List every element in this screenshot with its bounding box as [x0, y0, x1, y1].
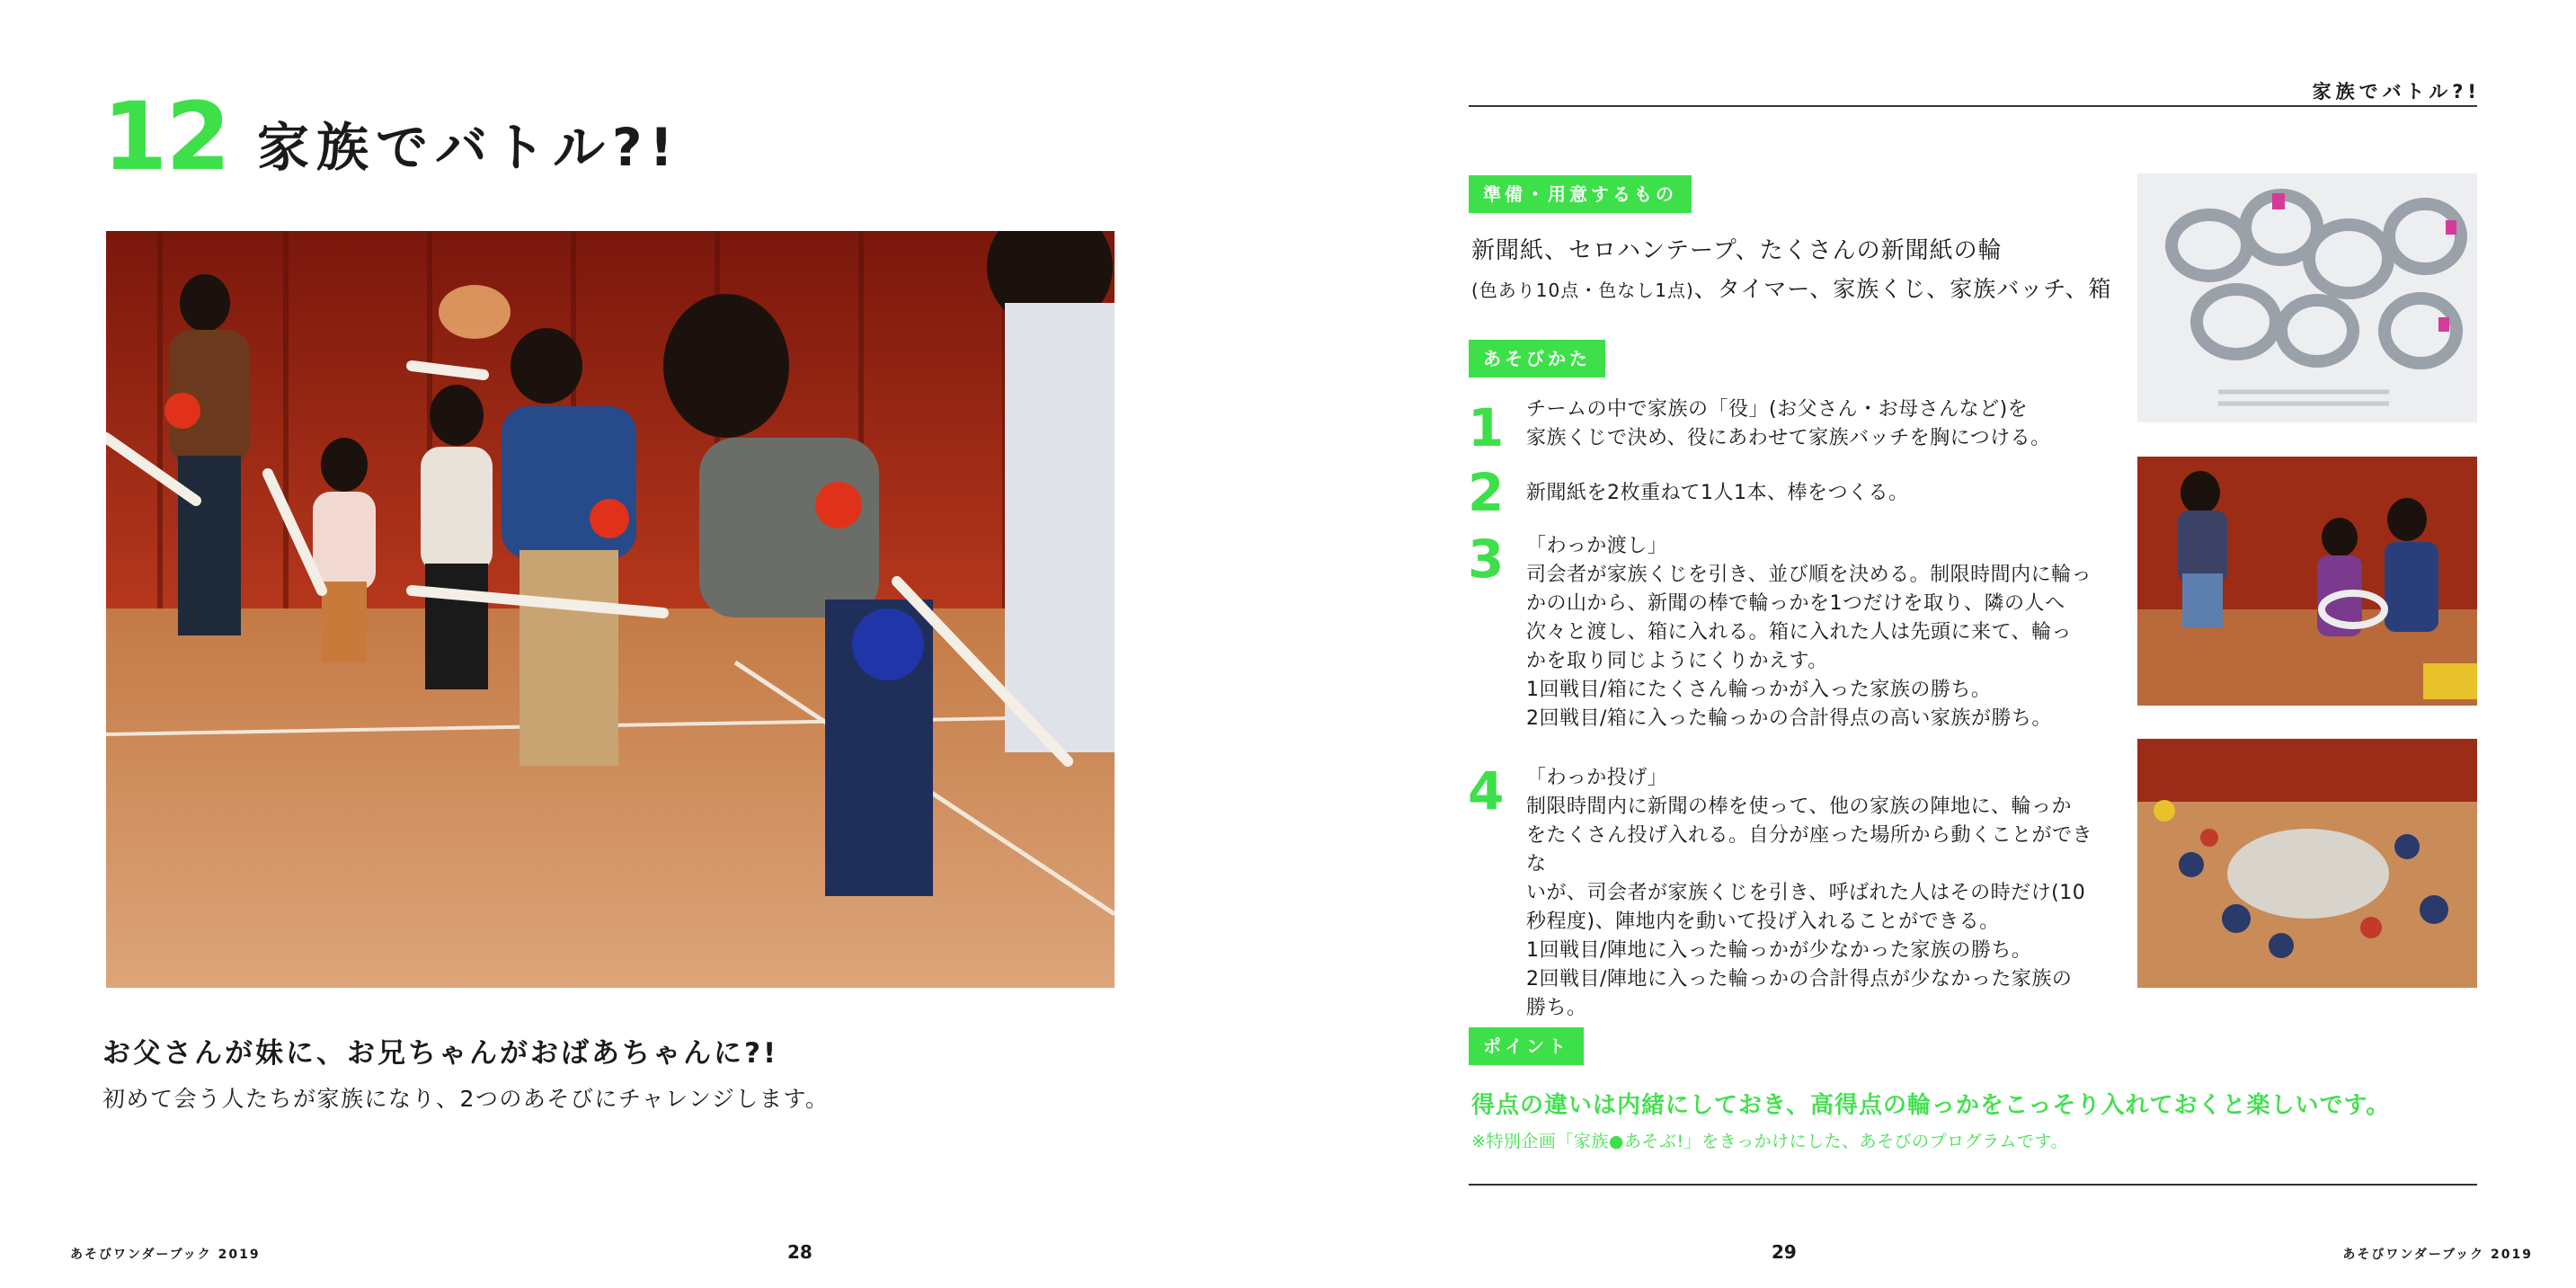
step-3-line: 司会者が家族くじを引き、並び順を決める。制限時間内に輪っ — [1526, 564, 2092, 586]
prep-tag: 準備・用意するもの — [1469, 175, 1692, 213]
page-number-right: 29 — [1772, 1241, 1797, 1263]
step-4-line: 制限時間内に新聞の棒を使って、他の家族の陣地に、輪っか — [1526, 795, 2073, 818]
step-3-line: かの山から、新聞の棒で輪っかを1つだけを取り、隣の人へ — [1526, 592, 2065, 615]
step-3-line: 「わっか渡し」 — [1526, 535, 1668, 557]
throwing-game-image — [2137, 739, 2477, 988]
step-4-text — [1526, 764, 2092, 1023]
prep-materials-line2 — [1471, 271, 2112, 304]
page-number-left: 28 — [787, 1241, 813, 1263]
family-battle-photo — [106, 231, 1115, 988]
step-4-line: 秒程度)、陣地内を動いて投げ入れることができる。 — [1526, 910, 2000, 933]
book-title-left: あそびワンダーブック 2019 — [70, 1248, 261, 1262]
newspaper-rings-image — [2137, 173, 2477, 422]
step-4-line: 1回戦目/陣地に入った輪っかが少なかった家族の勝ち。 — [1526, 939, 2032, 962]
step-2-number: 2 — [1468, 462, 1505, 523]
step-3-line: かを取り同じようにくりかえす。 — [1526, 650, 1828, 672]
step-2-text — [1526, 479, 2092, 508]
step-4-line: いが、司会者が家族くじを引き、呼ばれた人はその時だけ(10 — [1526, 882, 2086, 904]
step-3-line: 1回戦目/箱にたくさん輪っかが入った家族の勝ち。 — [1526, 679, 1992, 701]
step-3-line: 次々と渡し、箱に入れる。箱に入れた人は先頭に来て、輪っ — [1526, 621, 2073, 644]
footer-rule — [1469, 1184, 2477, 1186]
prep-materials-note: (色あり10点・色なし1点) — [1471, 280, 1694, 301]
step-3-line: 2回戦目/箱に入った輪っかの合計得点の高い家族が勝ち。 — [1526, 707, 2052, 730]
subhead: お父さんが妹に、お兄ちゃんがおばあちゃんに?! — [102, 1037, 779, 1070]
point-text: 得点の違いは内緒にしておき、高得点の輪っかをこっそり入れておくと楽しいです。 — [1471, 1092, 2391, 1119]
step-1-text — [1526, 395, 2092, 453]
step-4-number: 4 — [1468, 760, 1505, 822]
header-rule — [1469, 105, 2477, 107]
passing-game-photo — [2137, 457, 2477, 706]
step-4-line: をたくさん投げ入れる。自分が座った場所から動くことができな — [1526, 824, 2093, 875]
main-photo — [106, 231, 1115, 988]
running-title: 家族でバトル?! — [2312, 81, 2481, 102]
throwing-game-photo — [2137, 739, 2477, 988]
book-title-right: あそびワンダーブック 2019 — [2342, 1248, 2533, 1262]
step-4-line: 2回戦目/陣地に入った輪っかの合計得点が少なかった家族の — [1526, 968, 2073, 990]
newspaper-rings-photo — [2137, 173, 2477, 422]
page-title: 家族でバトル?! — [257, 117, 680, 178]
lead-text: 初めて会う人たちが家族になり、2つのあそびにチャレンジします。 — [102, 1086, 830, 1112]
prep-materials-line1: 新聞紙、セロハンテープ、たくさんの新聞紙の輪 — [1471, 237, 2003, 264]
step-2-line: 新聞紙を2枚重ねて1人1本、棒をつくる。 — [1526, 482, 1909, 504]
point-tag: ポイント — [1469, 1027, 1584, 1065]
step-3-number: 3 — [1468, 529, 1505, 590]
step-1-line: 家族くじで決め、役にあわせて家族バッチを胸につける。 — [1526, 427, 2051, 449]
step-4-line: 勝ち。 — [1526, 997, 1587, 1019]
passing-game-image — [2137, 457, 2477, 706]
step-4-line: 「わっか投げ」 — [1526, 767, 1668, 789]
howto-tag: あそびかた — [1469, 340, 1605, 378]
step-1-number: 1 — [1468, 397, 1505, 458]
step-3-text — [1526, 532, 2092, 733]
step-1-line: チームの中で家族の「役」(お父さん・お母さんなど)を — [1526, 398, 2029, 421]
note-text: ※特別企画「家族●あそぶ!」をきっかけにした、あそびのプログラムです。 — [1471, 1132, 2068, 1151]
prep-materials-rest: 、タイマー、家族くじ、家族バッチ、箱 — [1693, 276, 2112, 302]
chapter-number: 12 — [102, 82, 229, 191]
